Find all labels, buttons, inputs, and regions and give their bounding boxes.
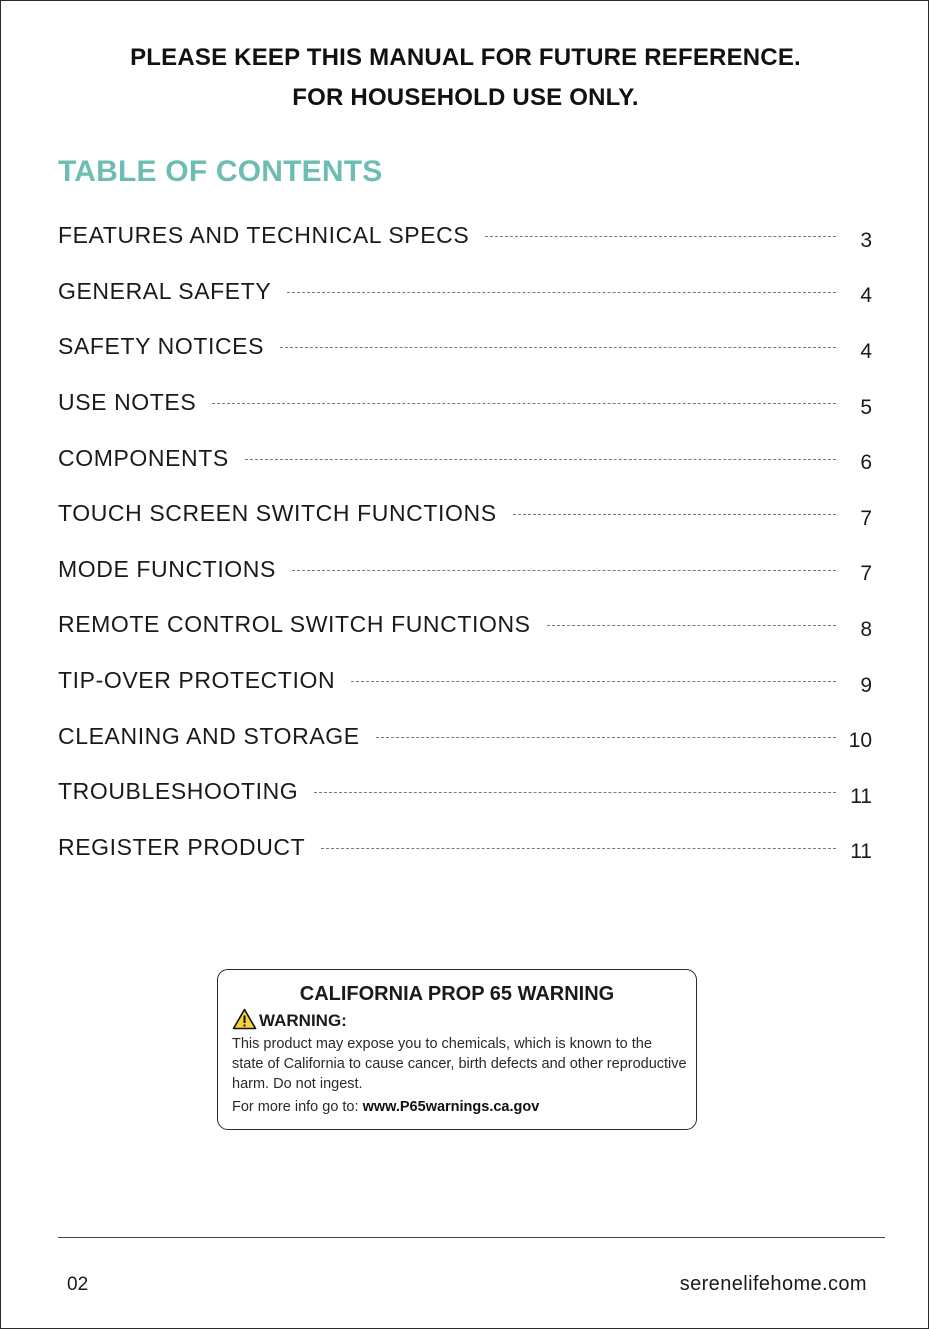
header-keep-manual: PLEASE KEEP THIS MANUAL FOR FUTURE REFERENCE. (130, 44, 801, 71)
toc-item-label: GENERAL SAFETY (58, 277, 272, 304)
toc-row[interactable] (58, 769, 872, 825)
toc-title: TABLE OF CONTENTS (58, 155, 383, 188)
p65-link[interactable]: www.P65warnings.ca.gov (362, 1099, 540, 1115)
toc-leader-dots (280, 347, 836, 348)
toc-row[interactable] (58, 547, 872, 603)
footer-divider (58, 1237, 885, 1238)
toc-item-label: TROUBLESHOOTING (58, 778, 299, 805)
toc-item-page: 10 (848, 729, 872, 753)
toc-item-label: TIP-OVER PROTECTION (58, 667, 336, 694)
toc-leader-dots (321, 848, 836, 849)
toc-leader-dots (292, 570, 836, 571)
toc-row[interactable] (58, 380, 872, 436)
toc-leader-dots (547, 625, 836, 626)
toc-item-page: 5 (860, 395, 872, 419)
toc-item-label: SAFETY NOTICES (58, 333, 265, 360)
toc-row[interactable] (58, 213, 872, 269)
toc-leader-dots (314, 792, 836, 793)
toc-row[interactable] (58, 435, 872, 491)
header-household-use: FOR HOUSEHOLD USE ONLY. (292, 84, 639, 111)
toc-item-page: 7 (860, 562, 872, 586)
toc-item-label: TOUCH SCREEN SWITCH FUNCTIONS (58, 500, 497, 527)
toc-item-label: REGISTER PRODUCT (58, 833, 306, 860)
warning-title: CALIFORNIA PROP 65 WARNING (299, 983, 615, 1005)
warning-triangle-icon (232, 1008, 257, 1030)
toc-item-page: 11 (850, 840, 872, 864)
toc-item-page: 8 (860, 617, 872, 641)
more-info-prefix: For more info go to: (232, 1099, 363, 1115)
warning-label: WARNING: (259, 1011, 347, 1030)
toc-item-label: CLEANING AND STORAGE (58, 722, 360, 749)
toc-row[interactable] (58, 324, 872, 380)
toc-row[interactable] (58, 713, 872, 769)
toc-row[interactable] (58, 491, 872, 547)
toc-leader-dots (513, 514, 836, 515)
toc-leader-dots (287, 292, 836, 293)
toc-leader-dots (485, 236, 836, 237)
website-url[interactable]: serenelifehome.com (679, 1273, 867, 1295)
toc-row[interactable] (58, 658, 872, 714)
toc-item-page: 11 (850, 784, 872, 808)
toc-leader-dots (212, 403, 836, 404)
toc-item-page: 4 (860, 339, 872, 363)
toc-leader-dots (376, 737, 836, 738)
toc-item-label: FEATURES AND TECHNICAL SPECS (58, 222, 470, 249)
warning-body: This product may expose you to chemicals, which is known to the state of California to cause cancer, birth defects and other reproductive harm. Do not ingest. (232, 1036, 687, 1092)
warning-more-info (232, 1099, 539, 1115)
toc-item-label: MODE FUNCTIONS (58, 555, 276, 582)
toc-item-label: COMPONENTS (58, 444, 229, 471)
toc-item-page: 6 (860, 451, 872, 475)
toc-item-label: REMOTE CONTROL SWITCH FUNCTIONS (58, 611, 531, 638)
toc-row[interactable] (58, 602, 872, 658)
toc-item-page: 7 (860, 506, 872, 530)
toc-item-page: 3 (860, 228, 872, 252)
toc-leader-dots (351, 681, 836, 682)
toc-list (58, 213, 872, 880)
toc-item-page: 4 (860, 284, 872, 308)
prop65-warning-box (217, 969, 697, 1130)
warning-header (232, 1007, 347, 1031)
toc-row[interactable] (58, 825, 872, 881)
toc-item-page: 9 (860, 673, 872, 697)
toc-row[interactable] (58, 269, 872, 325)
toc-leader-dots (245, 459, 836, 460)
toc-item-label: USE NOTES (58, 389, 197, 416)
page-number: 02 (67, 1274, 89, 1295)
